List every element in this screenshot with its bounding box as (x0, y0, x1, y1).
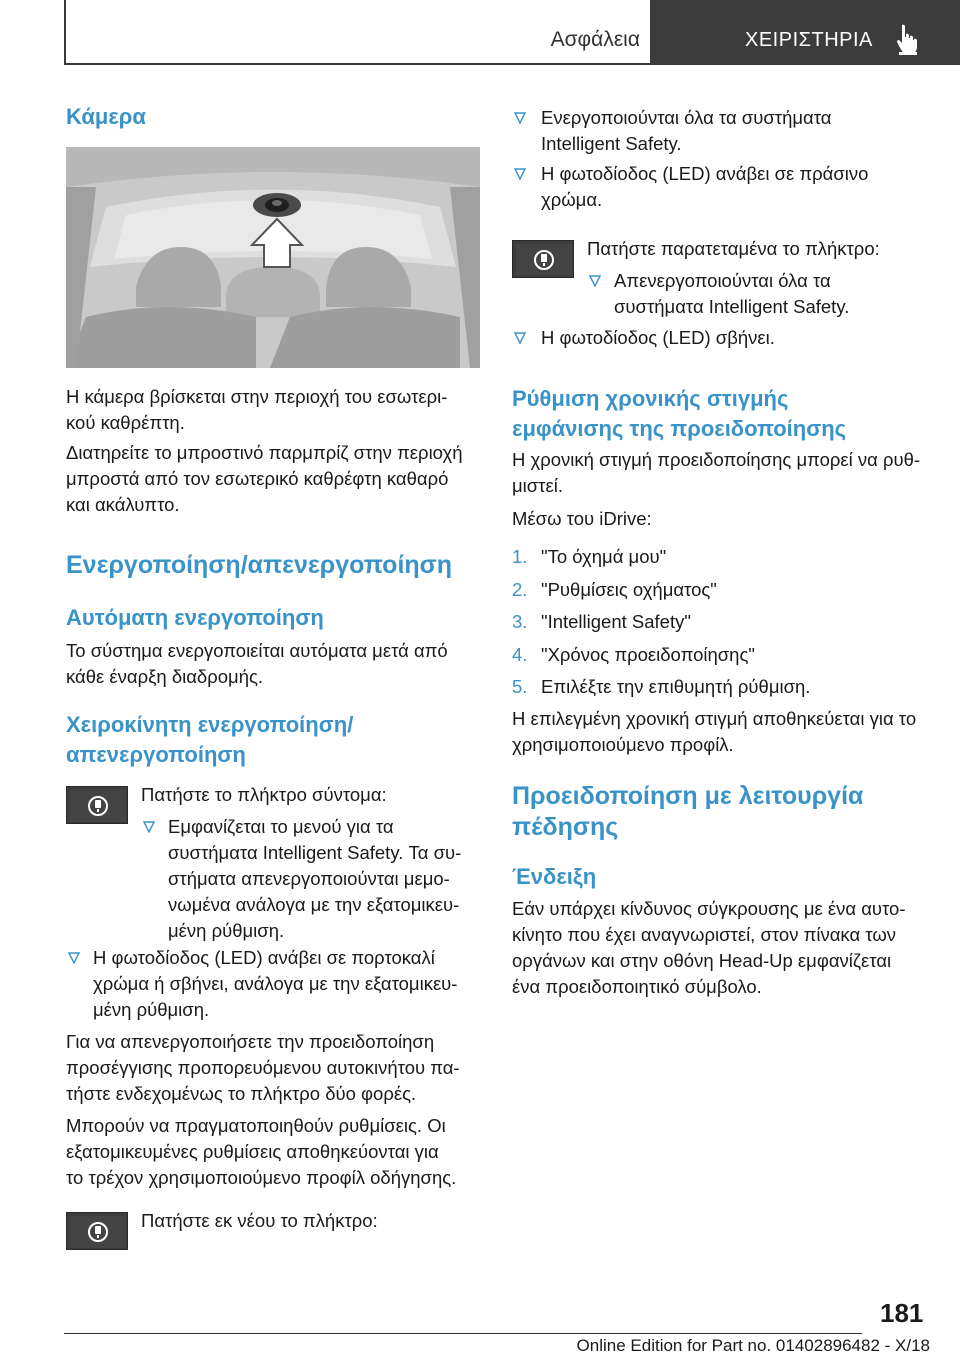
onoff-heading: Ενεργοποίηση/απενεργοποίηση (66, 551, 453, 579)
press-long-text: Πατήστε παρατεταμένα το πλήκτρο: (587, 238, 880, 259)
step-text: "Χρόνος προειδοποίησης" (541, 644, 755, 665)
sub-bullet-text: Απενεργοποιούνται όλα τα (614, 270, 831, 291)
bullet-text: Intelligent Safety. (541, 133, 682, 154)
via-idrive-text: Μέσω του iDrive: (512, 508, 652, 529)
header-rule-bottom (64, 63, 650, 65)
saved-text: χρησιμοποιούμενο προφίλ. (512, 734, 734, 755)
triangle-bullet-icon (514, 112, 526, 124)
footer-rule (64, 1333, 862, 1334)
triangle-bullet-icon (589, 275, 601, 287)
timing-text: Η χρονική στιγμή προειδοποίησης μπορεί να ρυθ‐ (512, 449, 921, 470)
indication-text: κίνητο που έχει αναγνωριστεί, στον πίνακα των (512, 924, 897, 945)
bullet-text: Η φωτοδίοδος (LED) σβήνει. (541, 327, 775, 348)
indication-text: ένα προειδοποιητικό σύμβολο. (512, 976, 762, 997)
indication-text: Εάν υπάρχει κίνδυνος σύγκρουσης με ένα αυτο‐ (512, 898, 906, 919)
deactivate-text: προσέγγισης προπορευόμενου αυτοκινήτου πα‐ (66, 1057, 460, 1078)
step-text: "Το όχημά μου" (541, 546, 667, 567)
step-number: 3. (512, 611, 528, 632)
header-rule-left (64, 0, 66, 64)
camera-text: Διατηρείτε το μπροστινό παρμπρίζ στην περιοχή (66, 442, 463, 463)
intelligent-safety-button-icon (66, 786, 128, 824)
intelligent-safety-button-icon (66, 1212, 128, 1250)
auto-text: Το σύστημα ενεργοποιείται αυτόματα μετά από (66, 640, 448, 661)
sub-bullet-text: συστήματα Intelligent Safety. (614, 296, 850, 317)
settings-text: το τρέχον χρησιμοποιούμενο προφίλ οδήγησης. (66, 1167, 457, 1188)
auto-heading: Αυτόματη ενεργοποίηση (66, 605, 324, 630)
timing-heading: Ρύθμιση χρονικής στιγμής (512, 386, 789, 411)
settings-text: Μπορούν να πραγματοποιηθούν ρυθμίσεις. Οι (66, 1115, 446, 1136)
sub-bullet-text: Εμφανίζεται το μενού για τα (168, 816, 394, 837)
bullet-text: χρώμα ή σβήνει, ανάλογα με την εξατομικευ‐ (93, 973, 458, 994)
step-number: 1. (512, 546, 528, 567)
bullet-text: μένη ρύθμιση. (93, 999, 210, 1020)
triangle-bullet-icon (143, 821, 155, 833)
camera-text: και ακάλυπτο. (66, 494, 180, 515)
sub-bullet-text: συστήματα Intelligent Safety. Τα συ‐ (168, 842, 462, 863)
step-number: 4. (512, 644, 528, 665)
triangle-bullet-icon (514, 168, 526, 180)
intelligent-safety-button-icon (512, 240, 574, 278)
sub-bullet-text: νωμένα ανάλογα με την εξατομικευ‐ (168, 894, 460, 915)
triangle-bullet-icon (68, 952, 80, 964)
press-again-text: Πατήστε εκ νέου το πλήκτρο: (141, 1210, 378, 1231)
step-text: "Intelligent Safety" (541, 611, 691, 632)
camera-photo (66, 147, 480, 368)
brake-heading: Προειδοποίηση με λειτουργία (512, 782, 864, 810)
press-short-text: Πατήστε το πλήκτρο σύντομα: (141, 784, 387, 805)
bullet-text: Η φωτοδίοδος (LED) ανάβει σε πορτοκαλί (93, 947, 435, 968)
step-number: 2. (512, 579, 528, 600)
timing-text: μιστεί. (512, 475, 563, 496)
step-text: Επιλέξτε την επιθυμητή ρύθμιση. (541, 676, 811, 697)
camera-text: Η κάμερα βρίσκεται στην περιοχή του εσωτερι‐ (66, 386, 448, 407)
camera-text: μπροστά από τον εσωτερικό καθρέφτη καθαρό (66, 468, 449, 489)
hand-pointer-icon (893, 23, 921, 55)
deactivate-text: Για να απενεργοποιήσετε την προειδοποίηση (66, 1031, 435, 1052)
step-number: 5. (512, 676, 528, 697)
camera-heading: Κάμερα (66, 104, 146, 129)
page-number: 181 (880, 1298, 924, 1328)
triangle-bullet-icon (514, 332, 526, 344)
bullet-text: χρώμα. (541, 189, 603, 210)
camera-text: κού καθρέπτη. (66, 412, 185, 433)
step-text: "Ρυθμίσεις οχήματος" (541, 579, 717, 600)
manual-heading: Χειροκίνητη ενεργοποίηση/ (66, 712, 354, 737)
indication-heading: Ένδειξη (512, 864, 597, 889)
header-chapter-title: ΧΕΙΡΙΣΤΗΡΙΑ (745, 29, 873, 51)
bullet-text: Η φωτοδίοδος (LED) ανάβει σε πράσινο (541, 163, 869, 184)
saved-text: Η επιλεγμένη χρονική στιγμή αποθηκεύεται για το (512, 708, 917, 729)
sub-bullet-text: στήματα απενεργοποιούνται μεμο‐ (168, 868, 450, 889)
manual-heading: απενεργοποίηση (66, 742, 246, 767)
bullet-text: Ενεργοποιούνται όλα τα συστήματα (541, 107, 832, 128)
timing-heading: εμφάνισης της προειδοποίησης (512, 416, 847, 441)
auto-text: κάθε έναρξη διαδρομής. (66, 666, 264, 687)
deactivate-text: τήστε ενδεχομένως το πλήκτρο δύο φορές. (66, 1083, 417, 1104)
settings-text: εξατομικευμένες ρυθμίσεις αποθηκεύονται για (66, 1141, 439, 1162)
brake-heading: πέδησης (512, 813, 619, 841)
footer-edition: Online Edition for Part no. 01402896482 - X/18 (576, 1336, 930, 1355)
sub-bullet-text: μένη ρύθμιση. (168, 920, 285, 941)
indication-text: οργάνων και στην οθόνη Head-Up εμφανίζεται (512, 950, 892, 971)
header-section-title: Ασφάλεια (550, 28, 640, 51)
